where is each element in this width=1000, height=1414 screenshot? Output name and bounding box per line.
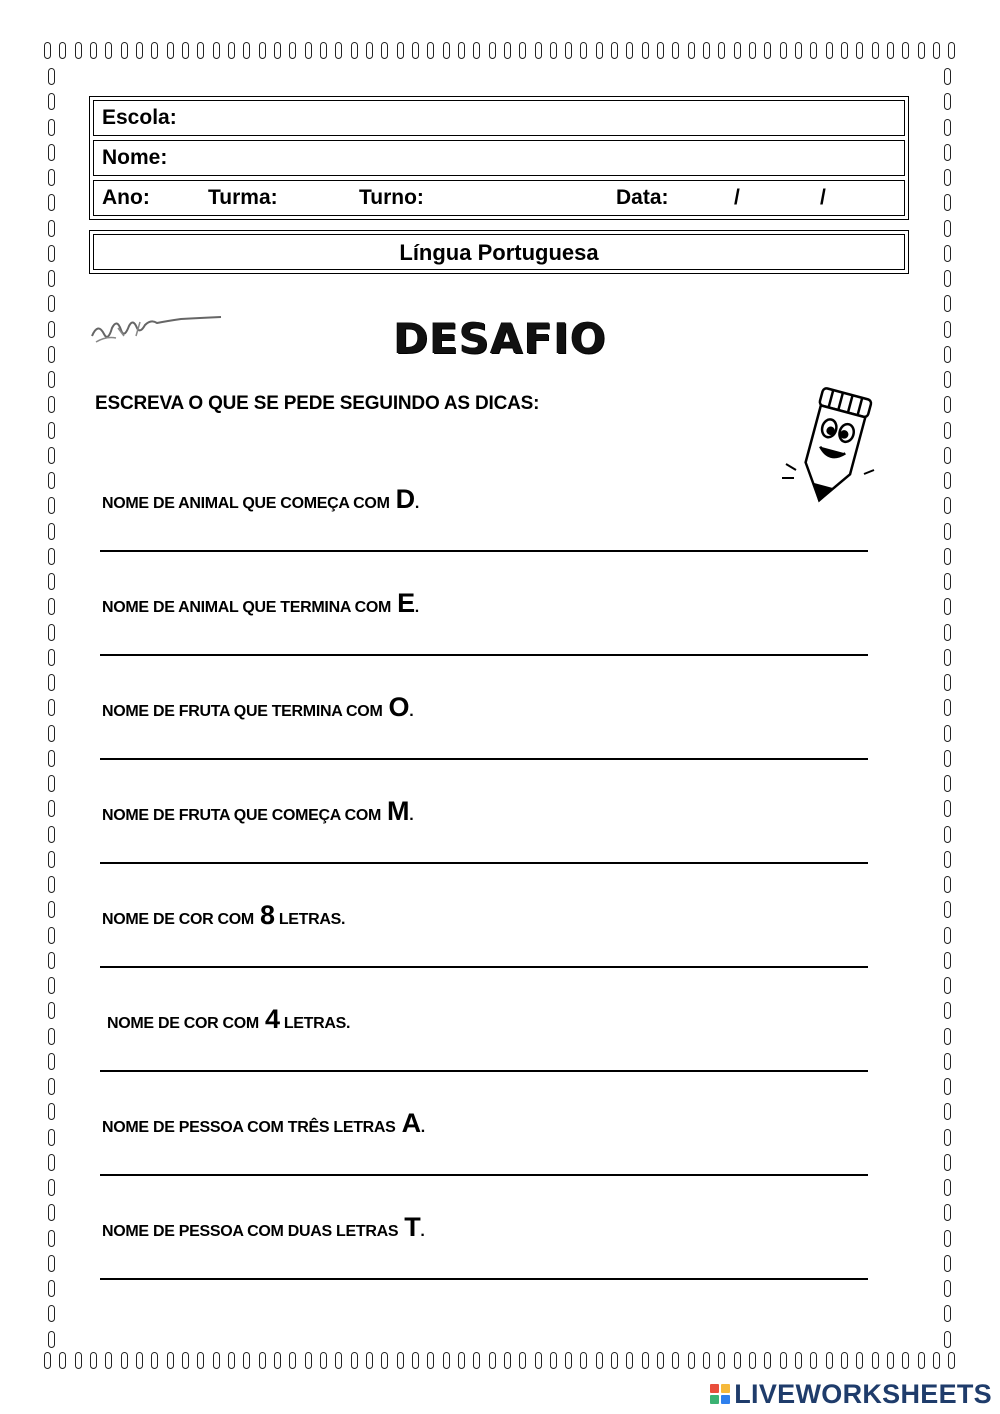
paperclip-icon bbox=[780, 42, 787, 59]
paperclip-icon bbox=[944, 851, 951, 868]
paperclip-icon bbox=[504, 1352, 511, 1369]
question-ending: LETRAS. bbox=[274, 911, 346, 928]
paperclip-icon bbox=[59, 42, 66, 59]
paperclip-icon bbox=[795, 42, 802, 59]
paperclip-icon bbox=[944, 169, 951, 186]
paperclip-icon bbox=[688, 42, 695, 59]
paperclip-icon bbox=[289, 42, 296, 59]
paperclip-icon bbox=[48, 295, 55, 312]
paperclip-icon bbox=[48, 750, 55, 767]
question-ending: . bbox=[409, 703, 414, 720]
paperclip-icon bbox=[944, 1129, 951, 1146]
answer-line[interactable] bbox=[100, 654, 868, 656]
paperclip-icon bbox=[213, 1352, 220, 1369]
paperclip-icon bbox=[48, 1002, 55, 1019]
paperclip-icon bbox=[48, 1305, 55, 1322]
paperclip-icon bbox=[167, 42, 174, 59]
paperclip-icon bbox=[944, 699, 951, 716]
paperclip-icon bbox=[48, 93, 55, 110]
paperclip-icon bbox=[243, 42, 250, 59]
paperclip-icon bbox=[944, 876, 951, 893]
paperclip-icon bbox=[944, 927, 951, 944]
paperclip-icon bbox=[489, 1352, 496, 1369]
paperclip-icon bbox=[565, 42, 572, 59]
subject-title: Língua Portuguesa bbox=[93, 234, 905, 270]
paperclip-icon bbox=[944, 68, 951, 85]
paperclip-icon bbox=[672, 1352, 679, 1369]
paperclip-icon bbox=[48, 1179, 55, 1196]
paperclip-icon bbox=[48, 1154, 55, 1171]
paperclip-icon bbox=[48, 1103, 55, 1120]
paperclip-icon bbox=[228, 42, 235, 59]
paperclip-icon bbox=[320, 42, 327, 59]
right-paperclip-border bbox=[942, 68, 954, 1348]
paperclip-icon bbox=[826, 1352, 833, 1369]
paperclip-icon bbox=[933, 42, 940, 59]
paperclip-icon bbox=[48, 1230, 55, 1247]
paperclip-icon bbox=[902, 42, 909, 59]
paperclip-icon bbox=[596, 42, 603, 59]
paperclip-icon bbox=[48, 1078, 55, 1095]
paperclip-icon bbox=[366, 42, 373, 59]
question-key-letter: E bbox=[397, 588, 415, 618]
paperclip-icon bbox=[944, 245, 951, 262]
paperclip-icon bbox=[243, 1352, 250, 1369]
paperclip-icon bbox=[944, 119, 951, 136]
data-label: Data: bbox=[616, 186, 669, 209]
paperclip-icon bbox=[443, 1352, 450, 1369]
student-info-box bbox=[89, 96, 909, 220]
paperclip-icon bbox=[48, 699, 55, 716]
paperclip-icon bbox=[48, 548, 55, 565]
paperclip-icon bbox=[335, 42, 342, 59]
question-key-letter: A bbox=[401, 1108, 421, 1138]
paperclip-icon bbox=[944, 144, 951, 161]
paperclip-icon bbox=[48, 422, 55, 439]
paperclip-icon bbox=[657, 42, 664, 59]
question-ending: LETRAS. bbox=[279, 1015, 351, 1032]
paperclip-icon bbox=[580, 1352, 587, 1369]
nome-label: Nome: bbox=[102, 146, 168, 169]
paperclip-icon bbox=[105, 42, 112, 59]
paperclip-icon bbox=[703, 42, 710, 59]
question-text: NOME DE ANIMAL QUE TERMINA COM bbox=[102, 599, 392, 616]
paperclip-icon bbox=[48, 598, 55, 615]
paperclip-icon bbox=[703, 1352, 710, 1369]
paperclip-icon bbox=[259, 1352, 266, 1369]
paperclip-icon bbox=[48, 1280, 55, 1297]
paperclip-icon bbox=[75, 1352, 82, 1369]
paperclip-icon bbox=[688, 1352, 695, 1369]
paperclip-icon bbox=[944, 93, 951, 110]
paperclip-icon bbox=[473, 1352, 480, 1369]
nome-field[interactable] bbox=[93, 140, 905, 176]
question-prompt bbox=[102, 900, 345, 931]
paperclip-icon bbox=[519, 42, 526, 59]
liveworksheets-logo-icon bbox=[710, 1384, 730, 1404]
question-ending: . bbox=[420, 1119, 425, 1136]
question-ending: . bbox=[414, 495, 419, 512]
paperclip-icon bbox=[887, 1352, 894, 1369]
paperclip-icon bbox=[381, 1352, 388, 1369]
paperclip-icon bbox=[48, 371, 55, 388]
paperclip-icon bbox=[944, 1154, 951, 1171]
paperclip-icon bbox=[718, 1352, 725, 1369]
left-paperclip-border bbox=[46, 68, 58, 1348]
paperclip-icon bbox=[944, 649, 951, 666]
paperclip-icon bbox=[944, 725, 951, 742]
paperclip-icon bbox=[535, 1352, 542, 1369]
paperclip-icon bbox=[289, 1352, 296, 1369]
date-slash: / bbox=[820, 186, 826, 209]
paperclip-icon bbox=[944, 497, 951, 514]
paperclip-icon bbox=[672, 42, 679, 59]
paperclip-icon bbox=[48, 68, 55, 85]
paperclip-icon bbox=[48, 1053, 55, 1070]
paperclip-icon bbox=[48, 800, 55, 817]
paperclip-icon bbox=[944, 194, 951, 211]
paperclip-icon bbox=[48, 573, 55, 590]
paperclip-icon bbox=[213, 42, 220, 59]
paperclip-icon bbox=[443, 42, 450, 59]
paperclip-icon bbox=[749, 1352, 756, 1369]
paperclip-icon bbox=[48, 876, 55, 893]
paperclip-icon bbox=[458, 1352, 465, 1369]
question-text: NOME DE COR COM bbox=[102, 911, 254, 928]
paperclip-icon bbox=[795, 1352, 802, 1369]
paperclip-icon bbox=[48, 1331, 55, 1348]
paperclip-icon bbox=[48, 220, 55, 237]
question-prompt bbox=[107, 1004, 350, 1035]
paperclip-icon bbox=[259, 42, 266, 59]
paperclip-icon bbox=[228, 1352, 235, 1369]
question-ending: . bbox=[420, 1223, 425, 1240]
paperclip-icon bbox=[642, 1352, 649, 1369]
paperclip-icon bbox=[944, 1305, 951, 1322]
paperclip-icon bbox=[381, 42, 388, 59]
answer-line[interactable] bbox=[100, 1070, 868, 1072]
paperclip-icon bbox=[48, 119, 55, 136]
paperclip-icon bbox=[944, 1280, 951, 1297]
paperclip-icon bbox=[48, 396, 55, 413]
paperclip-icon bbox=[504, 42, 511, 59]
paperclip-icon bbox=[918, 42, 925, 59]
paperclip-icon bbox=[944, 548, 951, 565]
date-slash: / bbox=[734, 186, 740, 209]
paperclip-icon bbox=[305, 42, 312, 59]
paperclip-icon bbox=[933, 1352, 940, 1369]
paperclip-icon bbox=[48, 194, 55, 211]
paperclip-icon bbox=[780, 1352, 787, 1369]
paperclip-icon bbox=[48, 775, 55, 792]
paperclip-icon bbox=[734, 1352, 741, 1369]
paperclip-icon bbox=[887, 42, 894, 59]
paperclip-icon bbox=[427, 1352, 434, 1369]
paperclip-icon bbox=[59, 1352, 66, 1369]
paperclip-icon bbox=[944, 270, 951, 287]
question-key-letter: M bbox=[387, 796, 410, 826]
paperclip-icon bbox=[48, 901, 55, 918]
paperclip-icon bbox=[48, 169, 55, 186]
paperclip-icon bbox=[48, 927, 55, 944]
paperclip-icon bbox=[918, 1352, 925, 1369]
paperclip-icon bbox=[764, 1352, 771, 1369]
escola-label: Escola: bbox=[102, 106, 177, 129]
paperclip-icon bbox=[944, 523, 951, 540]
paperclip-icon bbox=[44, 42, 51, 59]
question-prompt bbox=[102, 588, 419, 619]
bottom-paperclip-border bbox=[44, 1352, 956, 1372]
paperclip-icon bbox=[626, 1352, 633, 1369]
question-text: NOME DE FRUTA QUE TERMINA COM bbox=[102, 703, 383, 720]
answer-line[interactable] bbox=[100, 862, 868, 864]
paperclip-icon bbox=[48, 447, 55, 464]
question-prompt bbox=[102, 692, 413, 723]
top-paperclip-border bbox=[44, 42, 956, 62]
paperclip-icon bbox=[48, 270, 55, 287]
paperclip-icon bbox=[944, 674, 951, 691]
paperclip-icon bbox=[351, 1352, 358, 1369]
paperclip-icon bbox=[944, 220, 951, 237]
paperclip-icon bbox=[397, 1352, 404, 1369]
class-info-field[interactable] bbox=[93, 180, 905, 216]
paperclip-icon bbox=[151, 1352, 158, 1369]
question-key-letter: O bbox=[388, 692, 410, 722]
paperclip-icon bbox=[489, 42, 496, 59]
paperclip-icon bbox=[48, 725, 55, 742]
turma-label: Turma: bbox=[208, 186, 278, 209]
paperclip-icon bbox=[944, 1255, 951, 1272]
question-key-letter: 4 bbox=[264, 1004, 280, 1034]
question-text: NOME DE PESSOA COM DUAS LETRAS bbox=[102, 1223, 399, 1240]
pencil-mascot-icon bbox=[778, 384, 888, 514]
paperclip-icon bbox=[872, 1352, 879, 1369]
paperclip-icon bbox=[412, 1352, 419, 1369]
question-key-letter: D bbox=[395, 484, 415, 514]
paperclip-icon bbox=[48, 851, 55, 868]
paperclip-icon bbox=[944, 447, 951, 464]
watermark-text: LIVEWORKSHEETS bbox=[734, 1378, 992, 1409]
paperclip-icon bbox=[48, 497, 55, 514]
paperclip-icon bbox=[944, 624, 951, 641]
paperclip-icon bbox=[182, 1352, 189, 1369]
paperclip-icon bbox=[136, 1352, 143, 1369]
paperclip-icon bbox=[48, 977, 55, 994]
paperclip-icon bbox=[274, 42, 281, 59]
answer-line[interactable] bbox=[100, 1174, 868, 1176]
paperclip-icon bbox=[136, 42, 143, 59]
paperclip-icon bbox=[458, 42, 465, 59]
paperclip-icon bbox=[412, 42, 419, 59]
paperclip-icon bbox=[944, 901, 951, 918]
paperclip-icon bbox=[944, 1053, 951, 1070]
paperclip-icon bbox=[944, 1078, 951, 1095]
paperclip-icon bbox=[48, 144, 55, 161]
paperclip-icon bbox=[764, 42, 771, 59]
paperclip-icon bbox=[841, 42, 848, 59]
paperclip-icon bbox=[948, 42, 955, 59]
paperclip-icon bbox=[944, 573, 951, 590]
paperclip-icon bbox=[305, 1352, 312, 1369]
paperclip-icon bbox=[75, 42, 82, 59]
answer-line[interactable] bbox=[100, 758, 868, 760]
paperclip-icon bbox=[48, 1204, 55, 1221]
paperclip-icon bbox=[944, 472, 951, 489]
paperclip-icon bbox=[535, 42, 542, 59]
paperclip-icon bbox=[90, 42, 97, 59]
paperclip-icon bbox=[48, 1028, 55, 1045]
paperclip-icon bbox=[944, 1002, 951, 1019]
paperclip-icon bbox=[397, 42, 404, 59]
paperclip-icon bbox=[944, 800, 951, 817]
paperclip-icon bbox=[197, 42, 204, 59]
paperclip-icon bbox=[944, 826, 951, 843]
paperclip-icon bbox=[944, 1103, 951, 1120]
paperclip-icon bbox=[841, 1352, 848, 1369]
question-text: NOME DE FRUTA QUE COMEÇA COM bbox=[102, 807, 381, 824]
question-key-letter: 8 bbox=[259, 900, 275, 930]
paperclip-icon bbox=[734, 42, 741, 59]
paperclip-icon bbox=[48, 523, 55, 540]
instruction-text: ESCREVA O QUE SE PEDE SEGUINDO AS DICAS: bbox=[95, 393, 540, 414]
paperclip-icon bbox=[48, 674, 55, 691]
paperclip-icon bbox=[366, 1352, 373, 1369]
paperclip-icon bbox=[749, 42, 756, 59]
paperclip-icon bbox=[626, 42, 633, 59]
subject-box bbox=[89, 230, 909, 274]
paperclip-icon bbox=[856, 1352, 863, 1369]
paperclip-icon bbox=[320, 1352, 327, 1369]
paperclip-icon bbox=[519, 1352, 526, 1369]
paperclip-icon bbox=[810, 42, 817, 59]
paperclip-icon bbox=[944, 598, 951, 615]
paperclip-icon bbox=[611, 42, 618, 59]
question-prompt bbox=[102, 1108, 425, 1139]
question-text: NOME DE ANIMAL QUE COMEÇA COM bbox=[102, 495, 390, 512]
paperclip-icon bbox=[151, 42, 158, 59]
paperclip-icon bbox=[48, 245, 55, 262]
paperclip-icon bbox=[902, 1352, 909, 1369]
paperclip-icon bbox=[90, 1352, 97, 1369]
liveworksheets-watermark bbox=[710, 1378, 992, 1410]
paperclip-icon bbox=[427, 42, 434, 59]
paperclip-icon bbox=[944, 750, 951, 767]
paperclip-icon bbox=[48, 826, 55, 843]
paperclip-icon bbox=[944, 1230, 951, 1247]
paperclip-icon bbox=[121, 1352, 128, 1369]
paperclip-icon bbox=[565, 1352, 572, 1369]
paperclip-icon bbox=[351, 42, 358, 59]
escola-field[interactable] bbox=[93, 100, 905, 136]
paperclip-icon bbox=[48, 952, 55, 969]
turno-label: Turno: bbox=[359, 186, 424, 209]
paperclip-icon bbox=[944, 396, 951, 413]
paperclip-icon bbox=[48, 472, 55, 489]
question-ending: . bbox=[414, 599, 419, 616]
question-prompt bbox=[102, 1212, 425, 1243]
paperclip-icon bbox=[657, 1352, 664, 1369]
paperclip-icon bbox=[167, 1352, 174, 1369]
paperclip-icon bbox=[944, 775, 951, 792]
paperclip-icon bbox=[550, 1352, 557, 1369]
paperclip-icon bbox=[197, 1352, 204, 1369]
ano-label: Ano: bbox=[102, 186, 150, 209]
paperclip-icon bbox=[944, 1331, 951, 1348]
question-prompt bbox=[102, 796, 413, 827]
paperclip-icon bbox=[944, 371, 951, 388]
paperclip-icon bbox=[274, 1352, 281, 1369]
paperclip-icon bbox=[944, 1204, 951, 1221]
paperclip-icon bbox=[48, 649, 55, 666]
paperclip-icon bbox=[182, 42, 189, 59]
paperclip-icon bbox=[948, 1352, 955, 1369]
paperclip-icon bbox=[48, 1129, 55, 1146]
paperclip-icon bbox=[580, 42, 587, 59]
paperclip-icon bbox=[642, 42, 649, 59]
question-prompt bbox=[102, 484, 419, 515]
paperclip-icon bbox=[944, 1179, 951, 1196]
paperclip-icon bbox=[944, 422, 951, 439]
question-ending: . bbox=[409, 807, 414, 824]
paperclip-icon bbox=[944, 977, 951, 994]
paperclip-icon bbox=[856, 42, 863, 59]
paperclip-icon bbox=[611, 1352, 618, 1369]
paperclip-icon bbox=[335, 1352, 342, 1369]
answer-line[interactable] bbox=[100, 550, 868, 552]
paperclip-icon bbox=[944, 295, 951, 312]
paperclip-icon bbox=[718, 42, 725, 59]
paperclip-icon bbox=[826, 42, 833, 59]
paperclip-icon bbox=[596, 1352, 603, 1369]
paperclip-icon bbox=[810, 1352, 817, 1369]
paperclip-icon bbox=[44, 1352, 51, 1369]
paperclip-icon bbox=[473, 42, 480, 59]
paperclip-icon bbox=[944, 1028, 951, 1045]
page-title: DESAFIO bbox=[393, 314, 607, 363]
paperclip-icon bbox=[121, 42, 128, 59]
question-text: NOME DE COR COM bbox=[107, 1015, 259, 1032]
paperclip-icon bbox=[48, 1255, 55, 1272]
paperclip-icon bbox=[48, 624, 55, 641]
answer-line[interactable] bbox=[100, 1278, 868, 1280]
paperclip-icon bbox=[550, 42, 557, 59]
paperclip-icon bbox=[105, 1352, 112, 1369]
answer-line[interactable] bbox=[100, 966, 868, 968]
question-key-letter: T bbox=[404, 1212, 421, 1242]
paperclip-icon bbox=[872, 42, 879, 59]
paperclip-icon bbox=[944, 952, 951, 969]
question-text: NOME DE PESSOA COM TRÊS LETRAS bbox=[102, 1119, 396, 1136]
